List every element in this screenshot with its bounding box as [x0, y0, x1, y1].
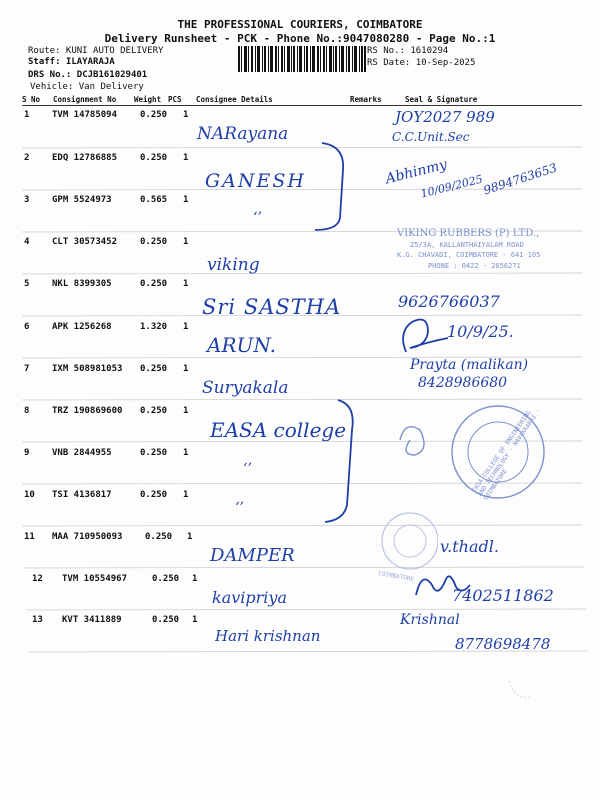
row-consignment: CLT 30573452	[52, 237, 118, 247]
staff-label: Staff: ILAYARAJA	[28, 57, 115, 67]
row-weight: 0.250	[140, 490, 168, 500]
company-title: THE PROFESSIONAL COURIERS, COIMBATORE	[177, 18, 423, 31]
row-sno: 13	[32, 615, 43, 625]
consignee-handwriting: Suryakala	[202, 378, 289, 398]
row-consignment: TRZ 190869600	[52, 406, 123, 416]
col-consignee: Consignee Details	[196, 95, 273, 104]
consignee-handwriting: ‘’	[253, 210, 262, 226]
row-weight: 0.250	[145, 532, 173, 542]
signature-row-5: 9626766037	[398, 292, 500, 311]
row-pcs: 1	[183, 237, 189, 247]
row-pcs: 1	[183, 195, 189, 205]
row-pcs: 1	[183, 448, 189, 458]
row-pcs: 1	[183, 364, 189, 374]
consignee-handwriting: ‘’	[235, 500, 244, 516]
drs-value: DCJB161029401	[76, 70, 148, 80]
row-consignment: GPM 5524973	[52, 195, 112, 205]
row-weight: 0.250	[140, 110, 168, 120]
row-weight: 0.250	[152, 574, 180, 584]
consignee-handwriting: ‘’	[243, 461, 252, 477]
signature-row-7: Prayta (malikan)	[410, 357, 529, 373]
signature-row-1: JOY2027 989	[395, 108, 495, 126]
row-sno: 12	[32, 574, 43, 584]
consignee-handwriting: kavipriya	[212, 588, 287, 607]
consignee-handwriting: ARUN.	[207, 333, 276, 357]
row-sno: 4	[24, 237, 30, 247]
signature-row-2: Abhinmy	[383, 156, 449, 188]
consignee-handwriting: NARayana	[197, 124, 289, 144]
row-weight: 0.250	[140, 364, 168, 374]
row-sno: 5	[24, 279, 30, 289]
consignee-handwriting: EASA college	[210, 418, 347, 442]
row-pcs: 1	[183, 153, 189, 163]
row-sno: 9	[24, 448, 30, 458]
consignee-handwriting: viking	[207, 255, 260, 275]
row-pcs: 1	[192, 574, 198, 584]
row-consignment: MAA 710950093	[52, 532, 123, 542]
company-stamp-line-1: VIKING RUBBERS (P) LTD.,	[397, 228, 540, 239]
row-consignment: VNB 2844955	[52, 448, 112, 458]
vehicle-label: Vehicle: Van Delivery	[30, 82, 144, 92]
signature-row-6-date: 10/9/25.	[447, 322, 514, 341]
rs-number: RS No.: 1610294	[367, 46, 449, 56]
row-weight: 0.565	[140, 195, 168, 205]
faded-seal-text: COIMBATORE	[377, 569, 415, 584]
signature-row-12-phone: 7402511862	[452, 586, 554, 605]
row-sno: 2	[24, 153, 30, 163]
col-seal-signature: Seal & Signature	[405, 95, 478, 104]
row-consignment: NKL 8399305	[52, 279, 112, 289]
row-pcs: 1	[192, 615, 198, 625]
route-label: Route: KUNI AUTO DELIVERY	[28, 46, 164, 56]
college-seal-text: EASA COLLEGE OF ENGINEERING AND TECHNOLOGY · NAVAKKARAI · COIMBATORE	[470, 407, 543, 502]
row-weight: 0.250	[140, 153, 168, 163]
row-weight: 0.250	[140, 448, 168, 458]
row-sno: 10	[24, 490, 35, 500]
row-sno: 1	[24, 110, 30, 120]
signature-row-7-phone: 8428986680	[418, 375, 508, 391]
col-weight: Weight	[134, 95, 162, 104]
col-sno: S No	[22, 95, 41, 104]
row-pcs: 1	[183, 490, 189, 500]
row-weight: 0.250	[140, 237, 168, 247]
row-sno: 3	[24, 195, 30, 205]
row-consignment: APK 1256268	[52, 322, 112, 332]
signature-row-13: Krishnal	[400, 612, 460, 628]
consignee-handwriting: Hari krishnan	[215, 627, 321, 645]
consignee-handwriting: Sri SASTHA	[202, 295, 342, 319]
company-stamp-line-4: PHONE : 0422 - 2656271	[428, 262, 521, 270]
row-sno: 11	[24, 532, 35, 542]
signature-row-2-phone: 9894763653	[481, 160, 559, 198]
drs-label: DRS No.:	[28, 70, 72, 80]
row-consignment: IXM 508981053	[52, 364, 123, 374]
row-sno: 7	[24, 364, 30, 374]
company-stamp-line-2: 25/3A, KALLANTHAIYALAM ROAD	[410, 241, 524, 249]
signature-row-1-sub: C.C.Unit.Sec	[392, 130, 470, 144]
row-pcs: 1	[187, 532, 193, 542]
row-consignment: TVM 14785094	[52, 110, 118, 120]
row-pcs: 1	[183, 110, 189, 120]
row-weight: 0.250	[152, 615, 180, 625]
row-weight: 0.250	[140, 406, 168, 416]
row-weight: 0.250	[140, 279, 168, 289]
row-sno: 6	[24, 322, 30, 332]
col-pcs: PCS	[168, 95, 182, 104]
row-pcs: 1	[183, 279, 189, 289]
consignee-handwriting: GANESH	[205, 170, 306, 192]
row-consignment: TVM 10554967	[62, 574, 128, 584]
consignee-handwriting: DAMPER	[210, 545, 295, 566]
col-remarks: Remarks	[350, 95, 382, 104]
corner-mark-icon	[505, 675, 535, 705]
signature-row-13-phone: 8778698478	[455, 635, 551, 653]
rs-date: RS Date: 10-Sep-2025	[367, 58, 476, 68]
row-pcs: 1	[183, 322, 189, 332]
col-consignment: Consignment No	[53, 95, 117, 104]
row-consignment: EDQ 12786885	[52, 153, 118, 163]
signature-row-11: v.thadl.	[440, 537, 499, 556]
runsheet-subtitle: Delivery Runsheet - PCK - Phone No.:9047080280 - Page No.:1	[104, 32, 496, 45]
bracket-mark	[315, 143, 343, 230]
row-weight: 1.320	[140, 322, 168, 332]
company-stamp-line-3: K.G. CHAVADI, COIMBATORE - 641 105	[397, 251, 541, 259]
row-sno: 8	[24, 406, 30, 416]
row-pcs: 1	[183, 406, 189, 416]
row-consignment: KVT 3411889	[62, 615, 122, 625]
signature-row-2-date: 10/09/2025	[419, 172, 485, 201]
row-consignment: TSI 4136817	[52, 490, 112, 500]
